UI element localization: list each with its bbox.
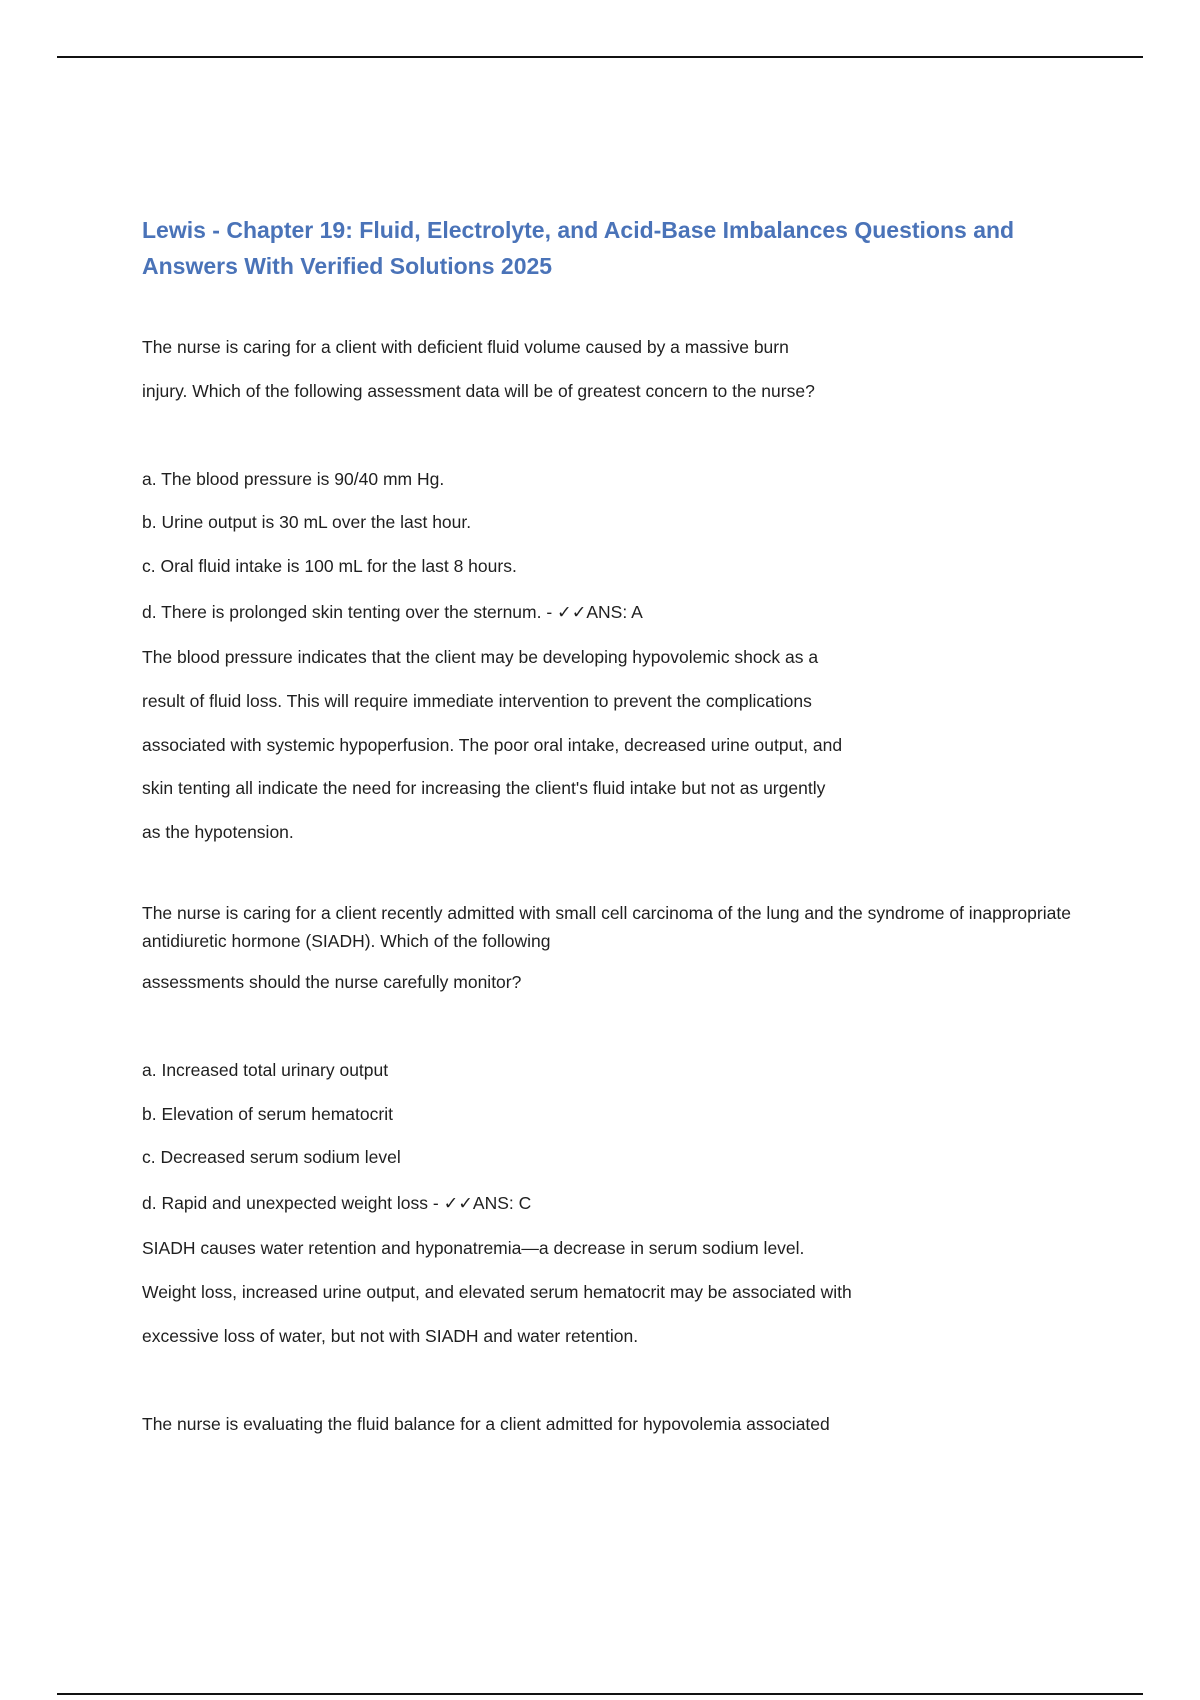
question-stem-line: assessments should the nurse carefully monitor? [142, 971, 522, 992]
rationale-line: Weight loss, increased urine output, and elevated serum hematocrit may be associated with [142, 1281, 852, 1302]
question-3 [142, 1403, 1072, 1447]
question-2 [142, 899, 1072, 1359]
option-d-answer: d. Rapid and unexpected weight loss - ✓✓ANS: C [142, 1193, 532, 1214]
answer-options [142, 458, 1072, 636]
question-stem-line: injury. Which of the following assessment data will be of greatest concern to the nurse? [142, 380, 815, 401]
rationale-line: associated with systemic hypoperfusion. The poor oral intake, decreased urine output, and [142, 734, 843, 755]
rationale-line: The blood pressure indicates that the client may be developing hypovolemic shock as a [142, 646, 819, 667]
question-stem-line: The nurse is caring for a client with deficient fluid volume caused by a massive burn [142, 337, 789, 357]
rationale-line: skin tenting all indicate the need for increasing the client's fluid intake but not as urgently [142, 778, 826, 799]
option-c: c. Decreased serum sodium level [142, 1147, 401, 1168]
option-a: a. Increased total urinary output [142, 1059, 389, 1080]
document-title: Lewis - Chapter 19: Fluid, Electrolyte, and Acid-Base Imbalances Questions and Answers With Verified Solutions 2025 [142, 217, 1015, 279]
option-a: a. The blood pressure is 90/40 mm Hg. [142, 468, 445, 489]
option-b: b. Elevation of serum hematocrit [142, 1103, 393, 1124]
rationale-line: SIADH causes water retention and hyponatremia—a decrease in serum sodium level. [142, 1238, 805, 1259]
document-body [142, 212, 1072, 1446]
rationale-line: as the hypotension. [142, 822, 294, 843]
rationale-line: excessive loss of water, but not with SIADH and water retention. [142, 1325, 639, 1346]
rationale [142, 636, 1072, 855]
option-b: b. Urine output is 30 mL over the last hour. [142, 512, 472, 533]
rationale-line: result of fluid loss. This will require immediate intervention to prevent the complications [142, 690, 812, 711]
answer-options [142, 1049, 1072, 1227]
option-c: c. Oral fluid intake is 100 mL for the last 8 hours. [142, 556, 517, 577]
question-stem-line: The nurse is caring for a client recently admitted with small cell carcinoma of the lung and the syndrome of inappropriate antidiuretic hormone (SIADH). Which of the following [142, 902, 1071, 951]
question-stem-line: The nurse is evaluating the fluid balance for a client admitted for hypovolemia associated [142, 1413, 830, 1434]
option-d-answer: d. There is prolonged skin tenting over the sternum. - ✓✓ANS: A [142, 601, 643, 622]
bottom-rule [57, 1693, 1143, 1695]
rationale [142, 1227, 1072, 1358]
question-1 [142, 326, 1072, 855]
top-rule [57, 56, 1143, 58]
